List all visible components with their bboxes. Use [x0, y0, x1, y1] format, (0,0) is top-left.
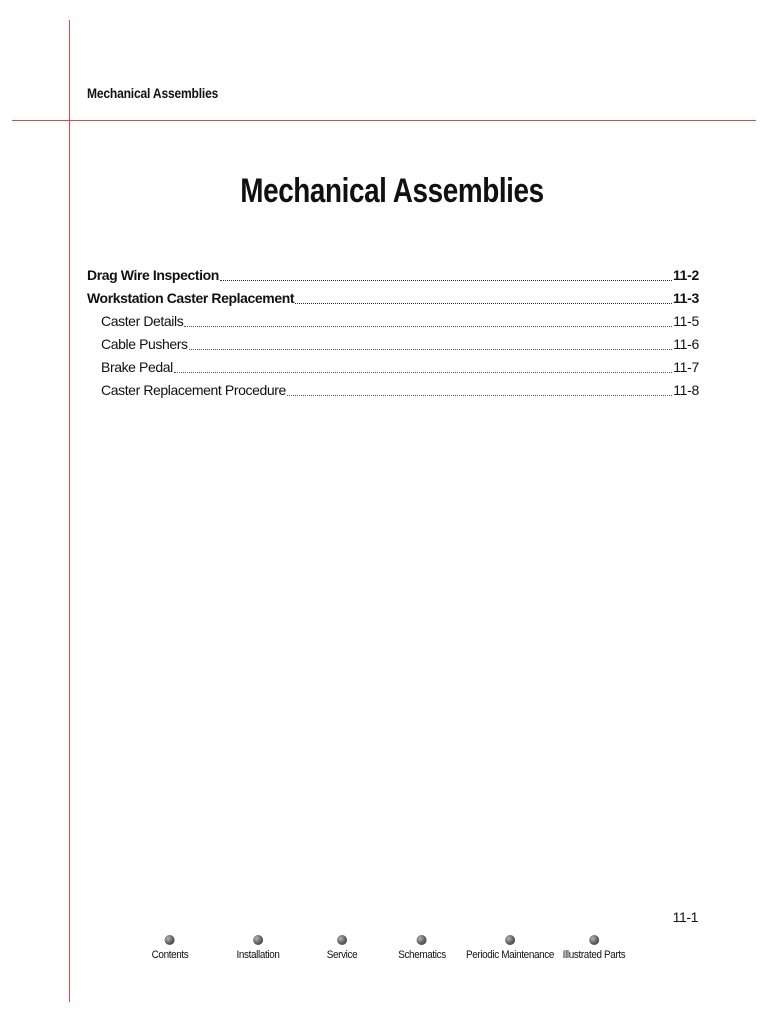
toc-entry-title: Caster Details: [101, 313, 184, 329]
table-of-contents: [87, 261, 699, 399]
toc-entry-page: 11-8: [673, 382, 699, 398]
toc-entry-page: 11-2: [672, 267, 699, 283]
toc-leader-dots: [184, 312, 672, 327]
header-rule-horizontal: [12, 120, 756, 121]
toc-entry-title: Caster Replacement Procedure: [101, 382, 286, 398]
nav-label: Contents: [151, 949, 189, 961]
nav-bullet-icon: [505, 935, 515, 945]
footer-navigation: [0, 935, 768, 975]
toc-entry-page: 11-5: [673, 313, 699, 329]
toc-leader-dots: [189, 335, 673, 350]
nav-bullet-icon: [589, 935, 599, 945]
nav-label: Service: [326, 949, 358, 961]
nav-bullet-icon: [337, 935, 347, 945]
toc-entry-title: Brake Pedal: [101, 359, 173, 375]
toc-entry-workstation-caster-replacement[interactable]: [87, 284, 699, 307]
toc-entry-cable-pushers[interactable]: [87, 330, 699, 353]
toc-entry-caster-details[interactable]: [87, 307, 699, 330]
toc-leader-dots: [174, 358, 672, 373]
toc-entry-title: Cable Pushers: [101, 336, 188, 352]
toc-entry-brake-pedal[interactable]: [87, 353, 699, 376]
nav-bullet-icon: [417, 935, 427, 945]
nav-bullet-icon: [253, 935, 263, 945]
toc-entry-page: 11-3: [672, 290, 699, 306]
nav-contents[interactable]: [150, 935, 191, 961]
nav-label: Illustrated Parts: [562, 949, 626, 961]
toc-leader-dots: [220, 266, 672, 281]
nav-label: Schematics: [398, 949, 446, 961]
nav-periodic-maintenance[interactable]: [461, 935, 559, 961]
chapter-title: Mechanical Assemblies: [240, 172, 544, 210]
toc-leader-dots: [287, 381, 672, 396]
toc-entry-title: Workstation Caster Replacement: [87, 290, 295, 306]
nav-illustrated-parts[interactable]: [559, 935, 629, 961]
toc-leader-dots: [295, 289, 672, 304]
toc-entry-page: 11-6: [673, 336, 699, 352]
margin-rule-vertical: [69, 20, 70, 1002]
toc-entry-drag-wire-inspection[interactable]: [87, 261, 699, 284]
nav-service[interactable]: [325, 935, 359, 961]
nav-label: Periodic Maintenance: [465, 949, 555, 961]
nav-bullet-icon: [165, 935, 175, 945]
page-number: 11-1: [672, 909, 698, 925]
toc-entry-page: 11-7: [673, 359, 699, 375]
running-header: Mechanical Assemblies: [87, 85, 219, 101]
nav-installation[interactable]: [234, 935, 282, 961]
nav-label: Installation: [236, 949, 280, 961]
toc-entry-title: Drag Wire Inspection: [87, 267, 219, 283]
nav-schematics[interactable]: [396, 935, 449, 961]
toc-entry-caster-replacement-procedure[interactable]: [87, 376, 699, 399]
